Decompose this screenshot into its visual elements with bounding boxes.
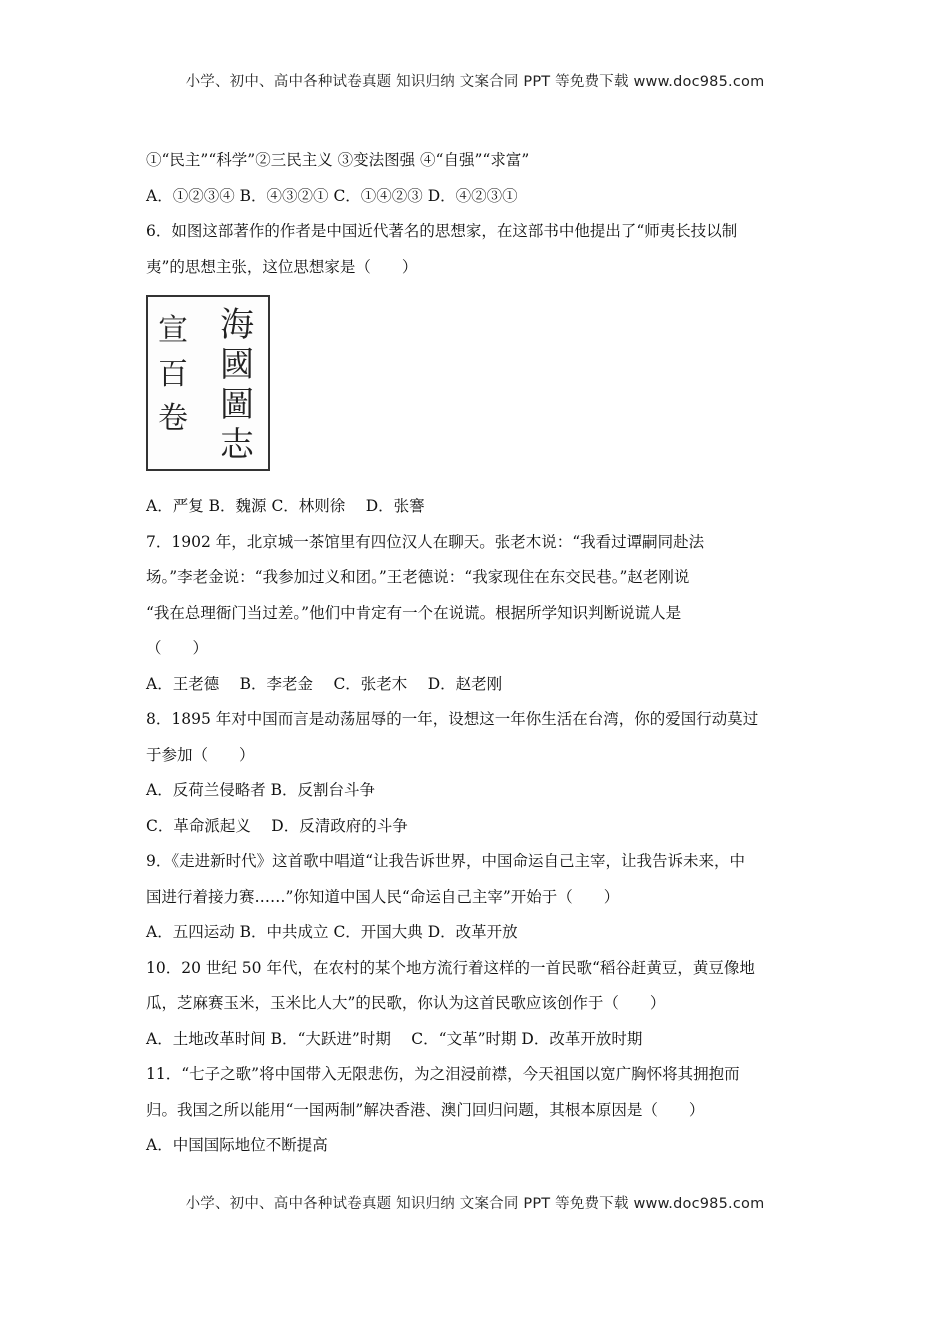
q8-options-line1: A．反荷兰侵略者 B．反割台斗争	[146, 781, 376, 799]
q11-option-a: A．中国国际地位不断提高	[146, 1136, 328, 1154]
seal-char: 圖	[220, 385, 254, 425]
q8-stem-line2: 于参加（ ）	[146, 745, 255, 764]
q8-options-line2: C．革命派起义 D．反清政府的斗争	[146, 816, 408, 835]
footer-banner: 小学、初中、高中各种试卷真题 知识归纳 文案合同 PPT 等免费下载 www.doc985.com	[185, 1196, 765, 1212]
q11-stem-line1: 11．“七子之歌”将中国带入无限悲伤，为之泪浸前襟，今天祖国以宽广胸怀将其拥抱而	[146, 1065, 740, 1083]
seal-char: 海	[220, 305, 254, 345]
q10-stem-line1: 10．20 世纪 50 年代，在农村的某个地方流行着这样的一首民歌“稻谷赶黄豆，黄豆像地	[146, 958, 755, 977]
q7-stem-line4: （ ）	[146, 639, 209, 657]
q9-options: A．五四运动 B．中共成立 C．开国大典 D．改革开放	[146, 923, 518, 941]
q9-stem-line2: 国进行着接力赛……”你知道中国人民“命运自己主宰”开始于（ ）	[146, 887, 620, 906]
seal-char: 百	[158, 357, 188, 392]
q5-items: ①“民主”“科学”②三民主义 ③变法图强 ④“自强”“求富”	[146, 151, 530, 169]
q6-options: A．严复 B．魏源 C．林则徐 D．张謇	[146, 497, 425, 515]
q7-options: A．王老德 B．李老金 C．张老木 D．赵老刚	[146, 674, 503, 693]
q7-stem-line1: 7．1902 年，北京城一茶馆里有四位汉人在聊天。张老木说：“我看过谭嗣同赴法	[146, 532, 705, 551]
q9-stem-line1: 9．《走进新时代》这首歌中唱道“让我告诉世界，中国命运自己主宰，让我告诉未来，中	[146, 852, 746, 870]
q10-options: A．土地改革时间 B．“大跃进”时期 C．“文革”时期 D．改革开放时期	[146, 1029, 643, 1048]
seal-script-volume-column	[158, 309, 188, 441]
seal-script-title-column	[220, 305, 254, 465]
q8-stem-line1: 8．1895 年对中国而言是动荡屈辱的一年，设想这一年你生活在台湾，你的爱国行动莫过	[146, 710, 759, 728]
header-banner: 小学、初中、高中各种试卷真题 知识归纳 文案合同 PPT 等免费下载 www.doc985.com	[185, 74, 765, 90]
q11-stem-line2: 归。我国之所以能用“一国两制”解决香港、澳门回归问题，其根本原因是（ ）	[146, 1100, 705, 1119]
q10-stem-line2: 瓜，芝麻赛玉米，玉米比人大”的民歌，你认为这首民歌应该创作于（ ）	[146, 994, 666, 1012]
q5-options: A．①②③④ B．④③②① C．①④②③ D．④②③①	[146, 186, 518, 205]
seal-char: 卷	[158, 401, 188, 436]
q6-stem-line2: 夷”的思想主张，这位思想家是（ ）	[146, 257, 418, 276]
exam-content	[146, 143, 811, 1164]
seal-char: 宣	[158, 313, 188, 348]
q6-stem-line1: 6．如图这部著作的作者是中国近代著名的思想家，在这部书中他提出了“师夷长技以制	[146, 222, 738, 240]
q7-stem-line3: “我在总理衙门当过差。”他们中肯定有一个在说谎。根据所学知识判断说谎人是	[146, 603, 682, 622]
seal-char: 國	[220, 345, 254, 385]
seal-char: 志	[220, 425, 254, 465]
haiguo-tuzhi-cover-image	[146, 295, 270, 471]
q7-stem-line2: 场。”李老金说：“我参加过义和团。”王老德说：“我家现住在东交民巷。”赵老刚说	[146, 568, 690, 586]
